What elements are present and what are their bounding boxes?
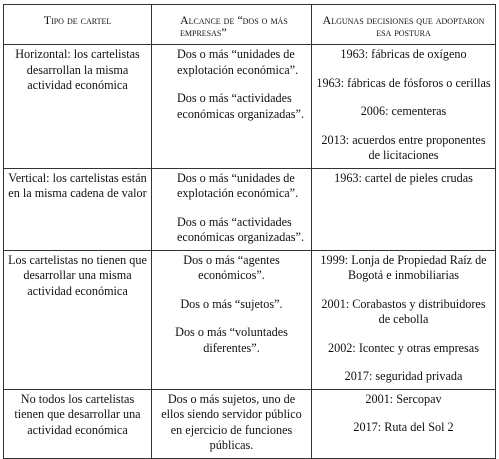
alcance-item: Dos o más “sujetos”. [180, 296, 283, 311]
table-row [4, 389, 496, 458]
alcance-cell [152, 389, 312, 458]
table-header-row [4, 5, 496, 45]
alcance-item: Dos o más “unidades de explotación económica”. [177, 170, 299, 200]
tipo-cell: Los cartelistas no tienen que desarrollar una misma actividad económica [4, 250, 152, 389]
decision-item: 2013: acuerdos entre proponentes de licitaciones [321, 132, 486, 162]
tipo-cell: Vertical: los cartelistas están en la misma cadena de valor [4, 168, 152, 250]
header-decisiones: Algunas decisiones que adoptaron esa postura [312, 5, 496, 45]
alcance-cell [152, 168, 312, 250]
decision-item: 2001: Sercopav [365, 391, 442, 406]
decision-item: 2017: Ruta del Sol 2 [353, 420, 454, 434]
decision-item: 1963: cartel de pieles crudas [334, 170, 473, 185]
alcance-item: Dos o más “actividades económicas organizadas”. [177, 91, 305, 121]
table-row [4, 168, 496, 250]
alcance-item: Dos o más sujetos, uno de ellos siendo servidor público en ejercicio de funciones públicas. [161, 391, 302, 452]
tipo-cell: No todos los cartelistas tienen que desarrollar una actividad económica [4, 389, 152, 458]
header-alcance: Alcance de “dos o más empresas” [152, 5, 312, 45]
alcance-item: Dos o más “voluntades diferentes”. [175, 325, 288, 355]
decision-item: 2002: Icontec y otras empresas [328, 340, 479, 355]
decision-item: 2017: seguridad privada [344, 369, 463, 383]
decision-item: 2001: Corabastos y distribuidores de cebolla [321, 296, 486, 326]
alcance-item: Dos o más “agentes económicos”. [183, 252, 280, 282]
decisiones-cell [312, 250, 496, 389]
table-row [4, 250, 496, 389]
decisiones-cell [312, 389, 496, 458]
alcance-item: Dos o más “unidades de explotación económica”. [177, 47, 299, 77]
alcance-cell [152, 45, 312, 169]
alcance-item: Dos o más “actividades económicas organizadas”. [177, 214, 305, 244]
header-tipo: Tipo de cartel [4, 5, 152, 45]
table-row [4, 45, 496, 169]
alcance-cell [152, 250, 312, 389]
cartel-types-table [3, 4, 496, 459]
decision-item: 2006: cementeras [360, 104, 447, 118]
decision-item: 1963: fábricas de fósforos o cerillas [316, 75, 491, 90]
decisiones-cell [312, 45, 496, 169]
decisiones-cell [312, 168, 496, 250]
decision-item: 1999: Lonja de Propiedad Raíz de Bogotá e inmobiliarias [320, 252, 487, 282]
tipo-cell: Horizontal: los cartelistas desarrollan la misma actividad económica [4, 45, 152, 169]
decision-item: 1963: fábricas de oxígeno [340, 47, 467, 61]
